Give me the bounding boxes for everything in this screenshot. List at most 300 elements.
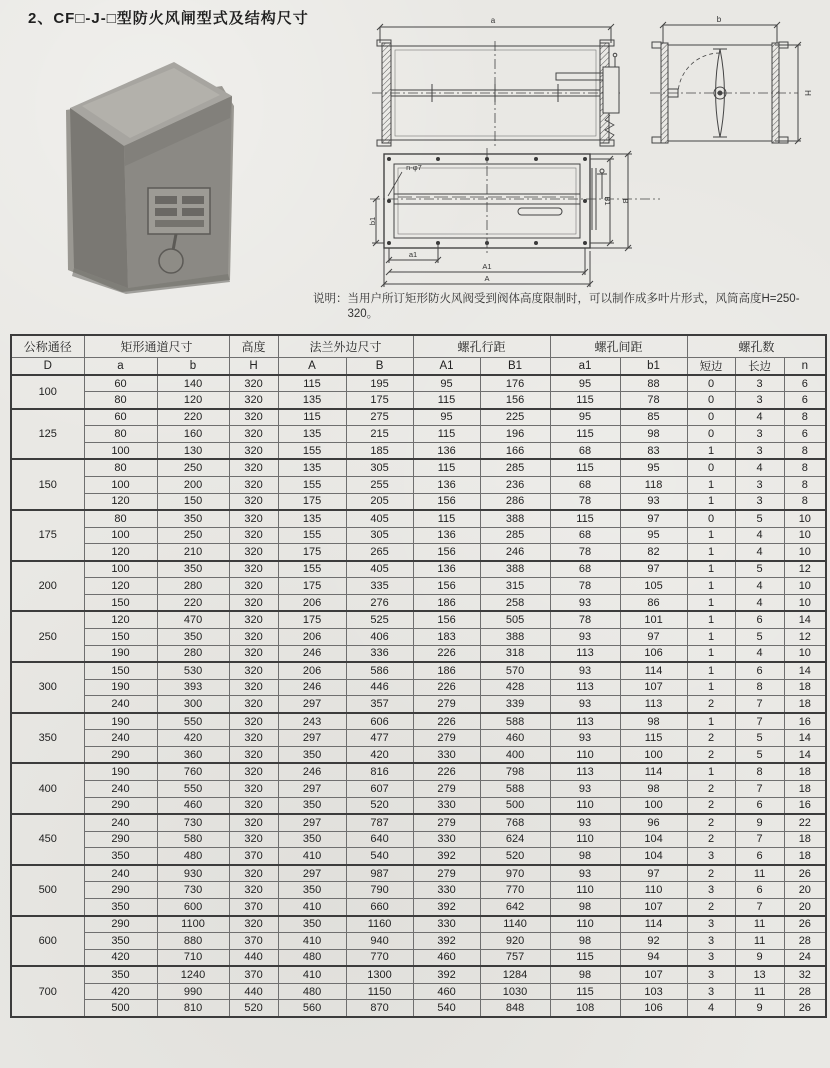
table-cell: 0: [687, 510, 735, 527]
table-cell: 440: [229, 949, 278, 966]
table-cell: 93: [550, 780, 620, 797]
table-cell: 1: [687, 763, 735, 780]
table-cell: 276: [346, 595, 413, 612]
table-cell: 240: [84, 814, 157, 831]
table-cell: 1: [687, 628, 735, 645]
table-cell: 279: [413, 696, 480, 713]
table-cell: 330: [413, 831, 480, 848]
table-cell: 2: [687, 797, 735, 814]
nominal-diameter-cell: 700: [11, 966, 84, 1017]
table-cell: 5: [735, 628, 784, 645]
product-photo: [52, 48, 238, 300]
table-cell: 607: [346, 780, 413, 797]
header-cell: b: [157, 357, 229, 375]
table-cell: 7: [735, 713, 784, 730]
table-cell: 392: [413, 848, 480, 865]
dim-label-A: A: [484, 274, 490, 283]
table-cell: 3: [735, 493, 784, 510]
table-cell: 115: [550, 392, 620, 409]
table-cell: 113: [550, 713, 620, 730]
table-cell: 330: [413, 916, 480, 933]
table-cell: 118: [620, 476, 687, 493]
table-cell: 155: [278, 561, 346, 578]
table-cell: 246: [480, 544, 550, 561]
table-cell: 330: [413, 797, 480, 814]
table-cell: 8: [784, 443, 826, 460]
table-cell: 85: [620, 409, 687, 426]
table-cell: 150: [84, 628, 157, 645]
table-cell: 13: [735, 966, 784, 983]
table-cell: 10: [784, 595, 826, 612]
table-cell: 770: [480, 882, 550, 899]
table-cell: 3: [735, 476, 784, 493]
table-cell: 120: [157, 392, 229, 409]
table-cell: 393: [157, 679, 229, 696]
table-cell: 588: [480, 713, 550, 730]
dim-label-a: a: [490, 16, 496, 25]
nominal-diameter-cell: 100: [11, 375, 84, 409]
table-cell: 350: [278, 831, 346, 848]
table-cell: 98: [620, 426, 687, 443]
table-cell: 305: [346, 459, 413, 476]
table-cell: 320: [229, 662, 278, 679]
table-cell: 175: [278, 544, 346, 561]
table-cell: 290: [84, 831, 157, 848]
table-cell: 175: [278, 611, 346, 628]
table-row: [11, 375, 826, 392]
table-cell: 14: [784, 611, 826, 628]
table-cell: 226: [413, 679, 480, 696]
table-cell: 195: [346, 375, 413, 392]
table-cell: 279: [413, 780, 480, 797]
table-cell: 320: [229, 797, 278, 814]
table-cell: 130: [157, 443, 229, 460]
table-cell: 1: [687, 645, 735, 662]
table-cell: 166: [480, 443, 550, 460]
table-cell: 20: [784, 882, 826, 899]
table-cell: 104: [620, 848, 687, 865]
table-cell: 12: [784, 561, 826, 578]
table-cell: 320: [229, 510, 278, 527]
table-cell: 95: [550, 375, 620, 392]
table-cell: 156: [480, 392, 550, 409]
table-cell: 24: [784, 949, 826, 966]
table-cell: 10: [784, 645, 826, 662]
table-cell: 155: [278, 443, 346, 460]
nominal-diameter-cell: 175: [11, 510, 84, 561]
table-row: [11, 409, 826, 426]
table-cell: 320: [229, 459, 278, 476]
table-cell: 297: [278, 814, 346, 831]
table-cell: 150: [84, 595, 157, 612]
table-cell: 100: [620, 797, 687, 814]
table-cell: 600: [157, 899, 229, 916]
table-cell: 350: [84, 899, 157, 916]
table-row: [11, 932, 826, 949]
table-cell: 624: [480, 831, 550, 848]
table-cell: 185: [346, 443, 413, 460]
table-cell: 114: [620, 916, 687, 933]
table-cell: 339: [480, 696, 550, 713]
table-cell: 810: [157, 1000, 229, 1017]
table-cell: 156: [413, 611, 480, 628]
table-cell: 240: [84, 730, 157, 747]
table-cell: 410: [278, 966, 346, 983]
table-cell: 5: [735, 747, 784, 764]
table-cell: 20: [784, 899, 826, 916]
table-cell: 279: [413, 865, 480, 882]
table-row: [11, 983, 826, 1000]
table-cell: 8: [784, 493, 826, 510]
table-cell: 428: [480, 679, 550, 696]
table-cell: 115: [550, 510, 620, 527]
table-cell: 18: [784, 831, 826, 848]
table-cell: 320: [229, 882, 278, 899]
table-cell: 320: [229, 611, 278, 628]
table-cell: 83: [620, 443, 687, 460]
table-cell: 0: [687, 375, 735, 392]
table-cell: 410: [278, 848, 346, 865]
table-cell: 135: [278, 459, 346, 476]
table-cell: 190: [84, 713, 157, 730]
table-cell: 4: [735, 544, 784, 561]
table-cell: 210: [157, 544, 229, 561]
table-row: [11, 561, 826, 578]
table-cell: 280: [157, 578, 229, 595]
table-cell: 6: [784, 426, 826, 443]
table-cell: 392: [413, 966, 480, 983]
table-cell: 320: [229, 392, 278, 409]
nominal-diameter-cell: 500: [11, 865, 84, 916]
table-cell: 5: [735, 730, 784, 747]
table-cell: 3: [687, 882, 735, 899]
table-cell: 460: [157, 797, 229, 814]
table-row: [11, 426, 826, 443]
dim-label-b1: b1: [368, 216, 377, 226]
table-cell: 6: [735, 662, 784, 679]
table-cell: 220: [157, 595, 229, 612]
table-cell: 9: [735, 1000, 784, 1017]
table-cell: 11: [735, 916, 784, 933]
table-cell: 320: [229, 443, 278, 460]
table-cell: 3: [687, 932, 735, 949]
table-cell: 350: [84, 932, 157, 949]
table-cell: 420: [346, 747, 413, 764]
table-cell: 136: [413, 476, 480, 493]
table-cell: 250: [157, 527, 229, 544]
table-row: [11, 916, 826, 933]
table-cell: 155: [278, 527, 346, 544]
table-cell: 330: [413, 882, 480, 899]
table-cell: 246: [278, 763, 346, 780]
table-cell: 460: [413, 949, 480, 966]
dim-label-B: B: [621, 198, 630, 204]
table-cell: 305: [346, 527, 413, 544]
nominal-diameter-cell: 450: [11, 814, 84, 865]
table-cell: 1284: [480, 966, 550, 983]
table-cell: 135: [278, 426, 346, 443]
table-cell: 1: [687, 611, 735, 628]
table-cell: 93: [550, 696, 620, 713]
table-cell: 22: [784, 814, 826, 831]
table-cell: 477: [346, 730, 413, 747]
table-cell: 660: [346, 899, 413, 916]
table-cell: 500: [84, 1000, 157, 1017]
table-cell: 880: [157, 932, 229, 949]
table-row: [11, 713, 826, 730]
table-cell: 107: [620, 966, 687, 983]
table-cell: 176: [480, 375, 550, 392]
table-cell: 0: [687, 459, 735, 476]
table-cell: 350: [278, 797, 346, 814]
table-cell: 120: [84, 578, 157, 595]
table-cell: 320: [229, 628, 278, 645]
table-cell: 757: [480, 949, 550, 966]
table-cell: 710: [157, 949, 229, 966]
table-cell: 520: [229, 1000, 278, 1017]
table-cell: 226: [413, 645, 480, 662]
table-cell: 350: [278, 882, 346, 899]
table-cell: 136: [413, 527, 480, 544]
table-cell: 175: [278, 578, 346, 595]
table-cell: 107: [620, 899, 687, 916]
table-cell: 68: [550, 561, 620, 578]
table-cell: 525: [346, 611, 413, 628]
table-cell: 520: [346, 797, 413, 814]
table-cell: 420: [157, 730, 229, 747]
table-cell: 392: [413, 899, 480, 916]
table-cell: 78: [550, 493, 620, 510]
table-cell: 28: [784, 932, 826, 949]
table-cell: 265: [346, 544, 413, 561]
table-cell: 1: [687, 561, 735, 578]
table-cell: 190: [84, 645, 157, 662]
table-cell: 297: [278, 730, 346, 747]
table-cell: 8: [735, 763, 784, 780]
table-cell: 190: [84, 763, 157, 780]
nominal-diameter-cell: 150: [11, 459, 84, 510]
table-cell: 320: [229, 916, 278, 933]
table-cell: 7: [735, 831, 784, 848]
table-cell: 1: [687, 713, 735, 730]
table-cell: 320: [229, 831, 278, 848]
table-cell: 730: [157, 882, 229, 899]
table-cell: 285: [480, 459, 550, 476]
table-cell: 335: [346, 578, 413, 595]
table-cell: 60: [84, 375, 157, 392]
table-cell: 107: [620, 679, 687, 696]
table-row: [11, 780, 826, 797]
table-cell: 196: [480, 426, 550, 443]
table-cell: 135: [278, 510, 346, 527]
table-cell: 275: [346, 409, 413, 426]
table-cell: 2: [687, 780, 735, 797]
table-cell: 336: [346, 645, 413, 662]
table-row: [11, 763, 826, 780]
header-cell: H: [229, 357, 278, 375]
table-cell: 6: [735, 797, 784, 814]
table-cell: 95: [620, 527, 687, 544]
table-cell: 3: [687, 848, 735, 865]
table-cell: 26: [784, 1000, 826, 1017]
table-cell: 95: [413, 375, 480, 392]
table-row: [11, 696, 826, 713]
table-cell: 94: [620, 949, 687, 966]
table-cell: 3: [687, 983, 735, 1000]
table-cell: 250: [157, 459, 229, 476]
table-cell: 320: [229, 595, 278, 612]
table-cell: 96: [620, 814, 687, 831]
table-cell: 470: [157, 611, 229, 628]
table-cell: 255: [346, 476, 413, 493]
header-cell: n: [784, 357, 826, 375]
table-cell: 100: [84, 443, 157, 460]
header-cell: 长边: [735, 357, 784, 375]
table-cell: 120: [84, 493, 157, 510]
note-text: 当用户所订矩形防火风阀受到阀体高度限制时，可以制作成多叶片形式，风筒高度H=250-320。: [347, 293, 800, 320]
table-cell: 115: [278, 409, 346, 426]
table-cell: 406: [346, 628, 413, 645]
table-cell: 183: [413, 628, 480, 645]
table-cell: 540: [413, 1000, 480, 1017]
table-cell: 246: [278, 645, 346, 662]
table-row: [11, 628, 826, 645]
table-cell: 80: [84, 459, 157, 476]
table-cell: 3: [735, 426, 784, 443]
table-cell: 8: [784, 409, 826, 426]
table-cell: 1150: [346, 983, 413, 1000]
table-cell: 3: [735, 392, 784, 409]
table-cell: 606: [346, 713, 413, 730]
table-cell: 110: [550, 747, 620, 764]
table-cell: 570: [480, 662, 550, 679]
table-cell: 350: [157, 628, 229, 645]
table-cell: 787: [346, 814, 413, 831]
table-cell: 3: [687, 966, 735, 983]
table-cell: 156: [413, 493, 480, 510]
table-cell: 315: [480, 578, 550, 595]
table-cell: 93: [550, 730, 620, 747]
table-cell: 6: [784, 392, 826, 409]
table-cell: 8: [784, 476, 826, 493]
table-cell: 100: [84, 527, 157, 544]
table-row: [11, 865, 826, 882]
table-cell: 12: [784, 628, 826, 645]
table-cell: 460: [413, 983, 480, 1000]
table-cell: 18: [784, 679, 826, 696]
table-cell: 5: [735, 561, 784, 578]
table-cell: 78: [550, 611, 620, 628]
header-cell: D: [11, 357, 84, 375]
table-cell: 300: [157, 696, 229, 713]
table-cell: 120: [84, 611, 157, 628]
table-cell: 104: [620, 831, 687, 848]
table-cell: 1: [687, 679, 735, 696]
table-cell: 9: [735, 814, 784, 831]
table-cell: 320: [229, 865, 278, 882]
dim-label-b: b: [716, 15, 722, 24]
header-cell: 螺孔数: [687, 335, 826, 357]
header-cell: a1: [550, 357, 620, 375]
table-cell: 290: [84, 916, 157, 933]
table-cell: 2: [687, 747, 735, 764]
table-cell: 320: [229, 375, 278, 392]
table-cell: 392: [413, 932, 480, 949]
table-cell: 120: [84, 544, 157, 561]
table-cell: 115: [620, 730, 687, 747]
table-cell: 110: [550, 797, 620, 814]
table-cell: 388: [480, 510, 550, 527]
table-cell: 370: [229, 848, 278, 865]
table-cell: 115: [550, 426, 620, 443]
table-cell: 320: [229, 578, 278, 595]
table-row: [11, 1000, 826, 1017]
table-cell: 7: [735, 780, 784, 797]
table-cell: 0: [687, 409, 735, 426]
table-cell: 6: [784, 375, 826, 392]
nominal-diameter-cell: 250: [11, 611, 84, 662]
table-cell: 226: [413, 763, 480, 780]
table-cell: 68: [550, 527, 620, 544]
table-cell: 14: [784, 662, 826, 679]
table-cell: 95: [550, 409, 620, 426]
table-cell: 360: [157, 747, 229, 764]
table-cell: 2: [687, 899, 735, 916]
table-cell: 405: [346, 510, 413, 527]
table-cell: 106: [620, 1000, 687, 1017]
table-cell: 115: [413, 426, 480, 443]
table-cell: 505: [480, 611, 550, 628]
table-cell: 357: [346, 696, 413, 713]
table-cell: 370: [229, 932, 278, 949]
header-cell: 螺孔行距: [413, 335, 550, 357]
table-cell: 110: [620, 882, 687, 899]
header-cell: B: [346, 357, 413, 375]
table-cell: 108: [550, 1000, 620, 1017]
table-cell: 1140: [480, 916, 550, 933]
table-cell: 7: [735, 696, 784, 713]
table-cell: 100: [84, 476, 157, 493]
table-cell: 105: [620, 578, 687, 595]
table-cell: 11: [735, 865, 784, 882]
table-cell: 770: [346, 949, 413, 966]
table-cell: 940: [346, 932, 413, 949]
header-cell: 螺孔间距: [550, 335, 687, 357]
table-cell: 14: [784, 747, 826, 764]
table-cell: 100: [620, 747, 687, 764]
table-cell: 6: [735, 882, 784, 899]
table-cell: 98: [550, 932, 620, 949]
table-cell: 280: [157, 645, 229, 662]
table-cell: 226: [413, 713, 480, 730]
table-cell: 60: [84, 409, 157, 426]
table-cell: 93: [550, 595, 620, 612]
dim-label-a1: a1: [408, 250, 418, 259]
table-cell: 215: [346, 426, 413, 443]
table-cell: 320: [229, 493, 278, 510]
table-cell: 97: [620, 561, 687, 578]
table-cell: 760: [157, 763, 229, 780]
table-cell: 4: [735, 409, 784, 426]
dimension-table: [10, 334, 827, 1018]
table-cell: 320: [229, 713, 278, 730]
table-row: [11, 578, 826, 595]
table-cell: 156: [413, 578, 480, 595]
table-cell: 113: [550, 763, 620, 780]
table-cell: 136: [413, 561, 480, 578]
table-cell: 370: [229, 966, 278, 983]
table-cell: 320: [229, 679, 278, 696]
